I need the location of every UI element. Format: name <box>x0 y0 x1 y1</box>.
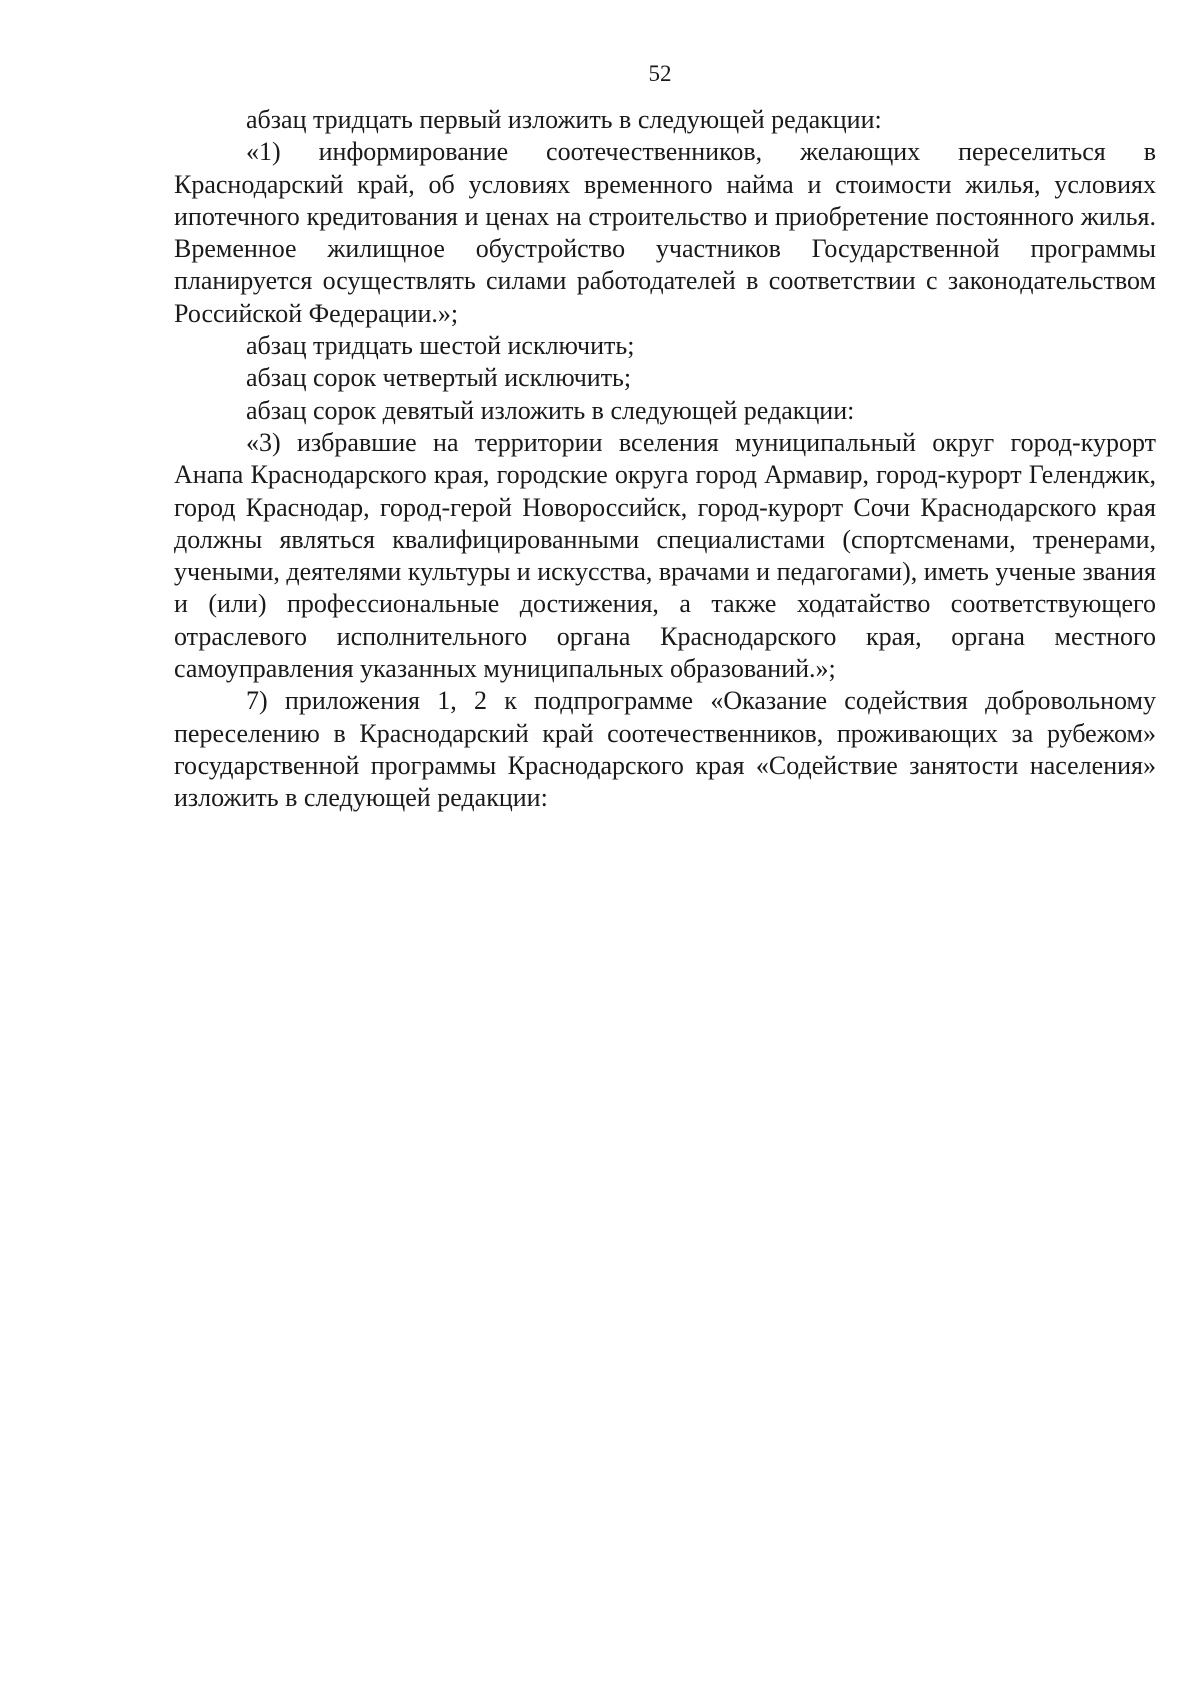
paragraph-7: 7) приложения 1, 2 к подпрограмме «Оказание содействия добровольному переселению в Краснодарский край соотечественников, проживающих за рубежом» государственной программы Краснодарского края «Содействие занятости населения» изложить в следующей редакции: <box>174 686 1156 813</box>
paragraph-6: «3) избравшие на территории вселения муниципальный округ город-курорт Анапа Краснодарского края, городские округа город Армавир, город-курорт Геленджик, город Краснодар, город-герой Новороссийск, город-курорт Сочи Краснодарского края должны являться квалифицированными специалистами (спортсменами, тренерами, учеными, деятелями культуры и искусства, врачами и педагогами), иметь ученые звания и (или) профессиональные достижения, а также ходатайство соответствующего отраслевого исполнительного органа Краснодарского края, органа местного самоуправления указанных муниципальных образований.»; <box>174 427 1156 684</box>
paragraph-3: абзац тридцать шестой исключить; <box>246 331 635 361</box>
paragraph-5: абзац сорок девятый изложить в следующей редакции: <box>246 395 855 425</box>
paragraph-1: абзац тридцать первый изложить в следующей редакции: <box>246 105 882 134</box>
paragraph-2: «1) информирование соотечественников, желающих переселиться в Краснодарский край, об условиях временного найма и стоимости жилья, условиях ипотечного кредитования и ценах на строительство и приобретение постоянного жилья. Временное жилищное обустройство участников Государственной программы планируется осуществлять силами работодателей в соответствии с законодательством Российской Федерации.»; <box>174 137 1156 328</box>
paragraph-4: абзац сорок четвертый исключить; <box>246 363 632 393</box>
page-number: 52 <box>648 61 672 86</box>
document-body <box>174 104 1156 815</box>
